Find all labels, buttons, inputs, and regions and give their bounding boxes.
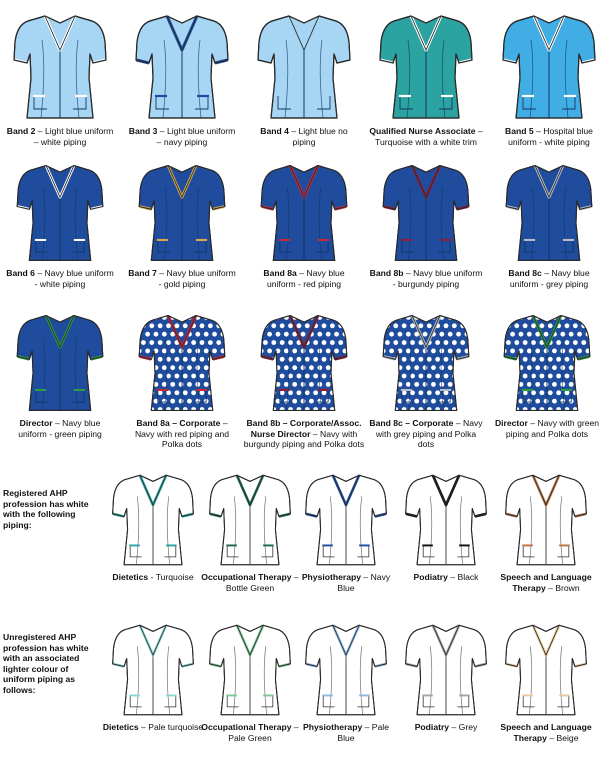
uniform-card [127,160,237,289]
registered-ahp-label: Registered AHP profession has white with the following piping: [3,488,89,530]
uniform-illustration [205,620,295,720]
uniform-caption: Band 5 – Hospital blue uniform - white piping [505,126,593,147]
uniform-caption: Band 8b – Navy blue uniform - burgundy piping [369,268,483,289]
uniform-caption: Physiotherapy – Pale Blue [303,722,389,743]
uniform-card [369,160,483,289]
uniform-caption: Physiotherapy – Navy Blue [301,572,391,593]
uniform-card [296,470,396,593]
uniform-illustration [501,10,597,124]
uniform-caption: Podiatry – Grey [414,722,478,732]
uniform-card [5,160,115,289]
uniform-card [493,160,605,289]
uniform-caption: Speech and Language Therapy – Beige [500,722,592,743]
uniform-illustration [108,470,198,570]
uniform-card [100,620,206,733]
uniform-illustration [108,620,198,720]
uniform-illustration [134,160,230,266]
uniform-card [396,470,496,583]
uniform-caption: Director – Navy with green piping and Polka dots [494,418,600,439]
uniform-illustration [501,470,591,570]
uniform-caption: Band 8a – Navy blue uniform - red piping [263,268,345,289]
uniform-caption: Band 8c – Navy blue uniform - grey piping [508,268,590,289]
uniform-caption: Band 6 – Navy blue uniform - white piping [6,268,114,289]
uniform-card [5,310,115,439]
uniform-caption: Occupational Therapy – Pale Green [201,722,299,743]
uniform-illustration [499,310,595,416]
uniform-caption: Podiatry – Black [413,572,479,582]
uniform-caption: Dietetics - Turquoise [112,572,194,582]
uniform-illustration [256,10,352,124]
uniform-illustration [378,160,474,266]
uniform-illustration [301,470,391,570]
uniform-card [249,10,359,147]
uniform-illustration [378,10,474,124]
uniform-caption: Speech and Language Therapy – Brown [500,572,592,593]
uniform-caption: Dietetics – Pale turquoise [102,722,204,732]
uniform-card [494,620,598,743]
uniform-caption: Band 8a – Corporate – Navy with red piping and Polka dots [134,418,230,450]
uniform-illustration [12,160,108,266]
uniform-card [488,310,606,439]
uniform-illustration [134,10,230,124]
uniform-illustration [301,620,391,720]
uniform-caption: Band 8b – Corporate/Assoc. Nurse Director – Navy with burgundy piping and Polka dots [243,418,365,450]
uniform-card [249,160,359,289]
uniform-card [127,310,237,450]
uniform-card [396,620,496,733]
uniform-card [367,310,485,450]
uniform-card [200,470,300,593]
uniform-caption: Director – Navy blue uniform - green piping [18,418,102,439]
uniform-caption: Band 4 – Light blue no piping [260,126,348,147]
uniform-illustration [205,470,295,570]
uniform-card [494,470,598,593]
uniform-card [127,10,237,147]
uniform-illustration [501,620,591,720]
uniform-illustration [501,160,597,266]
uniform-illustration [256,310,352,416]
uniform-card [243,310,365,450]
uniform-card [493,10,605,147]
uniform-card [5,10,115,147]
uniform-caption: Qualified Nurse Associate – Turquoise with a white trim [369,126,483,147]
uniform-caption: Band 7 – Navy blue uniform - gold piping [128,268,236,289]
uniform-card [200,620,300,743]
uniform-illustration [256,160,352,266]
uniform-card [366,10,486,147]
uniform-illustration [401,470,491,570]
uniform-illustration [401,620,491,720]
uniform-illustration [12,10,108,124]
uniform-card [100,470,206,583]
unregistered-ahp-label: Unregistered AHP profession has white with an associated lighter colour of uniform piping as follows: [3,632,89,695]
uniform-caption: Band 3 – Light blue uniform – navy piping [128,126,236,147]
uniform-illustration [378,310,474,416]
uniform-caption: Occupational Therapy – Bottle Green [201,572,299,593]
uniform-card [296,620,396,743]
uniform-illustration [134,310,230,416]
uniform-illustration [12,310,108,416]
uniform-caption: Band 2 – Light blue uniform – white piping [6,126,114,147]
uniform-caption: Band 8c – Corporate – Navy with grey piping and Polka dots [369,418,483,450]
